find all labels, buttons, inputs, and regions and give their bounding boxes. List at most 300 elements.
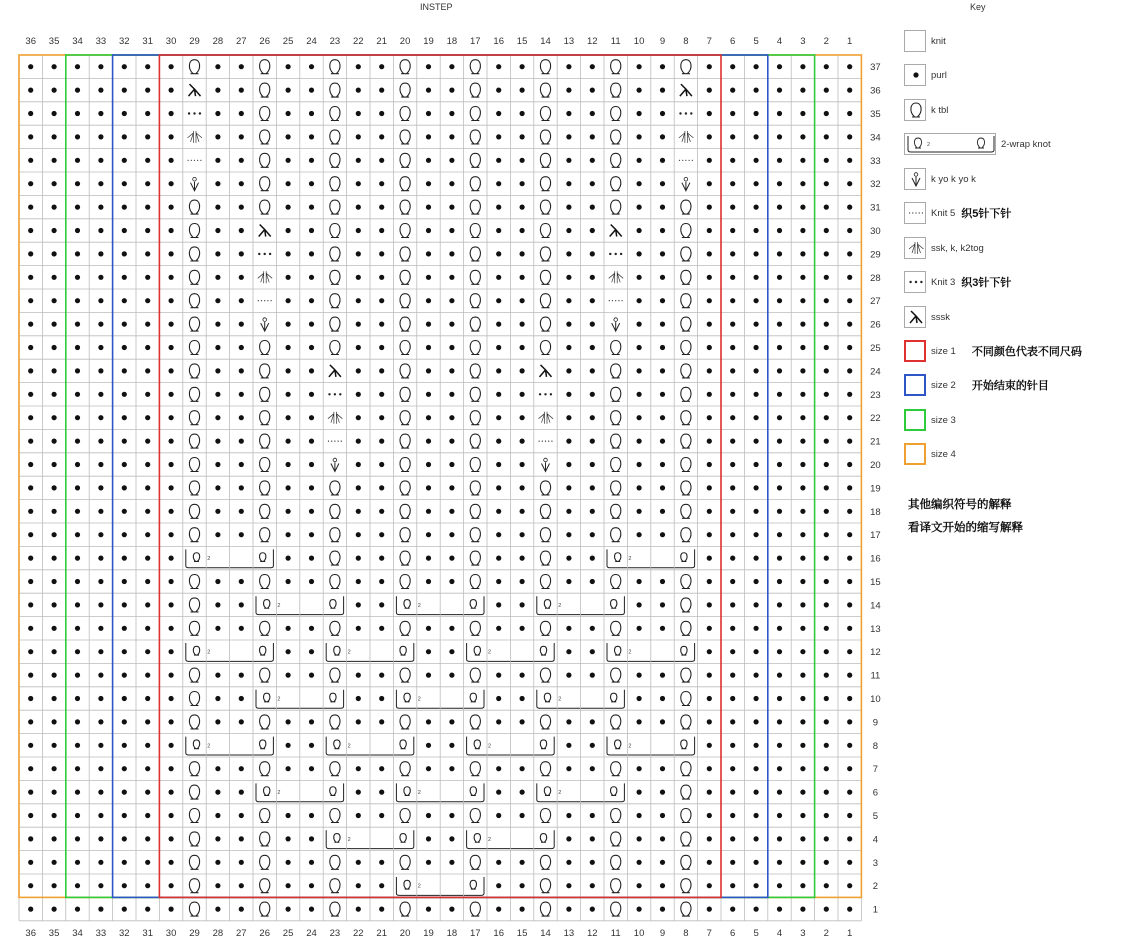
purl-cell — [660, 626, 665, 631]
column-number-top: 12 — [587, 36, 598, 47]
purl-cell — [847, 556, 852, 561]
purl-cell — [637, 64, 642, 69]
purl-cell — [286, 673, 291, 678]
purl-cell — [590, 649, 595, 654]
purl-cell — [707, 485, 712, 490]
purl-cell — [847, 626, 852, 631]
row-number: 34 — [870, 132, 881, 144]
purl-cell — [426, 111, 431, 116]
purl-cell — [239, 322, 244, 327]
purl-cell — [28, 298, 33, 303]
purl-cell — [98, 790, 103, 795]
purl-cell — [75, 579, 80, 584]
wrap-count: 2 — [558, 696, 562, 703]
key-label: ssk, k, k2tog — [931, 242, 984, 254]
purl-cell — [286, 719, 291, 724]
purl-cell — [660, 181, 665, 186]
column-number-bottom: 24 — [306, 928, 317, 939]
purl-cell — [777, 345, 782, 350]
purl-cell — [426, 345, 431, 350]
purl-cell — [75, 626, 80, 631]
two-wrap-knot-icon — [904, 133, 996, 155]
purl-cell — [75, 322, 80, 327]
purl-cell — [122, 88, 127, 93]
key-label: k yo k yo k — [931, 173, 976, 185]
purl-cell — [449, 813, 454, 818]
purl-cell — [449, 415, 454, 420]
column-number-bottom: 25 — [282, 928, 294, 939]
key-item-size-3 — [904, 408, 956, 432]
purl-cell — [520, 790, 525, 795]
purl-cell — [28, 158, 33, 163]
purl-cell — [730, 298, 735, 303]
purl-cell — [98, 298, 103, 303]
purl-cell — [169, 345, 174, 350]
purl-cell — [379, 345, 384, 350]
purl-cell — [707, 64, 712, 69]
purl-cell — [520, 579, 525, 584]
key-note: 不同颜色代表不同尺码 — [971, 346, 1082, 358]
purl-cell — [215, 766, 220, 771]
key-label: Knit 3 — [931, 276, 956, 288]
purl-cell — [379, 158, 384, 163]
purl-cell — [754, 345, 759, 350]
purl-cell — [145, 251, 150, 256]
purl-cell — [286, 883, 291, 888]
purl-cell — [215, 88, 220, 93]
purl-cell — [356, 673, 361, 678]
purl-cell — [847, 836, 852, 841]
purl-cell — [145, 579, 150, 584]
purl-cell — [449, 907, 454, 912]
purl-cell — [707, 298, 712, 303]
purl-cell — [637, 509, 642, 514]
purl-cell — [75, 509, 80, 514]
purl-cell — [98, 181, 103, 186]
purl-cell — [496, 626, 501, 631]
purl-cell — [122, 673, 127, 678]
purl-cell — [75, 719, 80, 724]
purl-cell — [239, 64, 244, 69]
purl-cell — [356, 415, 361, 420]
purl-cell — [215, 439, 220, 444]
purl-cell — [215, 181, 220, 186]
purl-cell — [239, 439, 244, 444]
purl-cell — [286, 134, 291, 139]
purl-cell — [777, 439, 782, 444]
purl-cell — [28, 275, 33, 280]
purl-cell — [566, 860, 571, 865]
purl-cell — [52, 439, 57, 444]
purl-cell — [777, 602, 782, 607]
purl-cell — [169, 509, 174, 514]
row-number: 25 — [870, 343, 881, 354]
key-legend — [904, 0, 1135, 945]
purl-cell — [847, 392, 852, 397]
wrap-count: 2 — [347, 836, 351, 843]
purl-cell — [239, 345, 244, 350]
purl-cell — [52, 322, 57, 327]
purl-cell — [98, 322, 103, 327]
purl-cell — [28, 556, 33, 561]
purl-cell — [28, 439, 33, 444]
purl-cell — [824, 790, 829, 795]
purl-cell — [754, 392, 759, 397]
purl-cell — [169, 462, 174, 467]
purl-cell — [449, 719, 454, 724]
purl-cell — [590, 368, 595, 373]
purl-cell — [356, 696, 361, 701]
purl-cell — [754, 64, 759, 69]
column-number-bottom: 23 — [329, 928, 341, 939]
purl-cell — [28, 766, 33, 771]
purl-cell — [379, 181, 384, 186]
key-label: 2-wrap knot — [1001, 138, 1051, 150]
purl-cell — [777, 64, 782, 69]
purl-cell — [566, 228, 571, 233]
purl-cell — [707, 392, 712, 397]
purl-cell — [215, 626, 220, 631]
note-abbreviations: 看译文开始的缩写解释 — [908, 522, 1023, 534]
purl-cell — [28, 509, 33, 514]
purl-cell — [777, 368, 782, 373]
purl-cell — [566, 322, 571, 327]
purl-cell — [777, 860, 782, 865]
purl-cell — [379, 696, 384, 701]
purl-cell — [215, 836, 220, 841]
purl-cell — [660, 345, 665, 350]
purl-cell — [800, 275, 805, 280]
purl-cell — [777, 392, 782, 397]
purl-cell — [286, 649, 291, 654]
purl-cell — [590, 111, 595, 116]
purl-cell — [75, 813, 80, 818]
purl-cell — [145, 907, 150, 912]
purl-cell — [98, 345, 103, 350]
purl-cell — [145, 205, 150, 210]
purl-cell — [169, 790, 174, 795]
key-note: 织5针下针 — [961, 208, 1012, 220]
purl-cell — [660, 579, 665, 584]
purl-cell — [590, 556, 595, 561]
purl-cell — [847, 251, 852, 256]
purl-cell — [122, 111, 127, 116]
purl-cell — [169, 485, 174, 490]
purl-cell — [777, 743, 782, 748]
purl-cell — [496, 532, 501, 537]
purl-cell — [449, 275, 454, 280]
purl-cell — [356, 439, 361, 444]
purl-cell — [449, 158, 454, 163]
purl-cell — [98, 813, 103, 818]
row-number: 5 — [872, 811, 879, 822]
purl-cell — [75, 556, 80, 561]
purl-cell — [847, 509, 852, 514]
purl-cell — [660, 368, 665, 373]
purl-cell — [707, 228, 712, 233]
key-label: size 2 — [931, 379, 956, 391]
purl-cell — [800, 813, 805, 818]
purl-cell — [98, 228, 103, 233]
purl-cell — [75, 205, 80, 210]
purl-cell — [379, 368, 384, 373]
purl-cell — [52, 836, 57, 841]
purl-cell — [800, 251, 805, 256]
purl-cell — [286, 860, 291, 865]
key-note: 开始结束的针目 — [971, 380, 1049, 392]
purl-cell — [98, 205, 103, 210]
purl-cell — [169, 719, 174, 724]
purl-cell — [847, 111, 852, 116]
knit-3-cell — [188, 112, 201, 114]
purl-cell — [707, 275, 712, 280]
column-number-bottom: 1 — [847, 928, 853, 939]
purl-cell — [52, 251, 57, 256]
purl-cell — [98, 392, 103, 397]
purl-cell — [28, 64, 33, 69]
purl-cell — [824, 368, 829, 373]
wrap-count: 2 — [207, 743, 211, 750]
purl-cell — [286, 509, 291, 514]
purl-cell — [215, 907, 220, 912]
column-number-bottom: 26 — [259, 928, 270, 939]
purl-cell — [754, 673, 759, 678]
purl-cell — [28, 626, 33, 631]
purl-cell — [98, 158, 103, 163]
purl-cell — [754, 649, 759, 654]
purl-cell — [169, 275, 174, 280]
purl-cell — [824, 532, 829, 537]
purl-cell — [847, 696, 852, 701]
row-number: 14 — [870, 600, 881, 612]
key-item-purl — [904, 63, 947, 87]
purl-cell — [169, 860, 174, 865]
purl-cell — [215, 415, 220, 420]
purl-cell — [379, 579, 384, 584]
purl-cell — [824, 509, 829, 514]
purl-cell — [309, 181, 314, 186]
purl-cell — [707, 602, 712, 607]
purl-cell — [356, 111, 361, 116]
purl-cell — [520, 485, 525, 490]
purl-cell — [145, 415, 150, 420]
purl-cell — [730, 205, 735, 210]
purl-cell — [309, 626, 314, 631]
column-number-bottom: 4 — [776, 928, 783, 939]
purl-cell — [449, 228, 454, 233]
purl-cell — [28, 322, 33, 327]
column-number-bottom: 12 — [587, 928, 598, 939]
key-item-size-4 — [904, 442, 956, 466]
purl-cell — [356, 509, 361, 514]
purl-cell — [98, 579, 103, 584]
row-number: 30 — [870, 226, 881, 237]
purl-cell — [356, 907, 361, 912]
purl-cell — [637, 836, 642, 841]
purl-cell — [707, 556, 712, 561]
purl-cell — [98, 556, 103, 561]
column-number-top: 32 — [119, 36, 130, 47]
purl-cell — [356, 158, 361, 163]
purl-cell — [496, 88, 501, 93]
purl-cell — [215, 813, 220, 818]
purl-cell — [824, 392, 829, 397]
purl-cell — [286, 907, 291, 912]
purl-cell — [28, 345, 33, 350]
knit-3-cell — [609, 253, 622, 255]
purl-cell — [800, 64, 805, 69]
purl-cell — [449, 766, 454, 771]
wrap-count: 2 — [558, 790, 562, 797]
purl-cell — [566, 415, 571, 420]
row-number: 35 — [870, 109, 881, 120]
purl-cell — [707, 134, 712, 139]
purl-cell — [520, 181, 525, 186]
column-number-top: 19 — [423, 36, 434, 47]
purl-cell — [122, 790, 127, 795]
purl-cell — [426, 556, 431, 561]
purl-cell — [98, 368, 103, 373]
purl-cell — [98, 509, 103, 514]
purl-cell — [520, 111, 525, 116]
purl-cell — [496, 462, 501, 467]
purl-cell — [145, 392, 150, 397]
purl-cell — [824, 743, 829, 748]
purl-cell — [309, 88, 314, 93]
purl-cell — [426, 719, 431, 724]
key-item-knit-3 — [904, 270, 1011, 294]
k-yo-k-yo-k-icon — [904, 168, 926, 190]
purl-cell — [496, 509, 501, 514]
purl-cell — [28, 392, 33, 397]
purl-cell — [379, 485, 384, 490]
purl-cell — [847, 134, 852, 139]
purl-cell — [379, 766, 384, 771]
purl-cell — [75, 462, 80, 467]
purl-cell — [309, 719, 314, 724]
purl-cell — [122, 275, 127, 280]
purl-cell — [660, 275, 665, 280]
purl-cell — [754, 439, 759, 444]
purl-cell — [590, 766, 595, 771]
purl-cell — [800, 883, 805, 888]
purl-cell — [847, 907, 852, 912]
column-number-bottom: 13 — [563, 928, 575, 939]
purl-cell — [52, 158, 57, 163]
row-number: 12 — [870, 647, 881, 659]
purl-cell — [800, 392, 805, 397]
purl-cell — [28, 813, 33, 818]
purl-cell — [824, 579, 829, 584]
purl-cell — [707, 766, 712, 771]
purl-cell — [800, 158, 805, 163]
purl-cell — [426, 205, 431, 210]
purl-cell — [730, 64, 735, 69]
row-number: 3 — [872, 857, 879, 869]
purl-cell — [847, 64, 852, 69]
purl-cell — [449, 111, 454, 116]
purl-cell — [75, 251, 80, 256]
purl-cell — [215, 485, 220, 490]
purl-cell — [75, 907, 80, 912]
purl-cell — [637, 345, 642, 350]
purl-cell — [847, 88, 852, 93]
purl-cell — [75, 883, 80, 888]
purl-cell — [28, 111, 33, 116]
purl-cell — [800, 111, 805, 116]
purl-cell — [496, 766, 501, 771]
purl-cell — [122, 649, 127, 654]
purl-cell — [28, 719, 33, 724]
purl-cell — [496, 392, 501, 397]
purl-cell — [777, 88, 782, 93]
column-number-bottom: 20 — [399, 928, 411, 939]
purl-cell — [379, 860, 384, 865]
purl-cell — [356, 181, 361, 186]
purl-cell — [28, 415, 33, 420]
purl-cell — [169, 626, 174, 631]
purl-cell — [379, 298, 384, 303]
key-item-k-tbl — [904, 98, 948, 122]
purl-cell — [426, 860, 431, 865]
purl-cell — [98, 743, 103, 748]
row-number: 26 — [870, 319, 881, 331]
purl-cell — [520, 813, 525, 818]
purl-cell — [309, 415, 314, 420]
purl-cell — [730, 368, 735, 373]
purl-cell — [379, 626, 384, 631]
purl-cell — [239, 205, 244, 210]
purl-cell — [754, 275, 759, 280]
purl-cell — [637, 462, 642, 467]
column-number-top: 28 — [212, 36, 224, 47]
purl-cell — [75, 345, 80, 350]
row-number: 36 — [870, 85, 881, 97]
purl-cell — [847, 790, 852, 795]
purl-cell — [309, 158, 314, 163]
k-tbl-icon — [904, 99, 926, 121]
purl-cell — [730, 322, 735, 327]
purl-cell — [707, 836, 712, 841]
purl-cell — [426, 462, 431, 467]
purl-cell — [122, 907, 127, 912]
purl-cell — [28, 883, 33, 888]
purl-cell — [637, 322, 642, 327]
purl-cell — [449, 439, 454, 444]
purl-cell — [145, 485, 150, 490]
column-number-top: 17 — [470, 36, 481, 47]
column-number-top: 20 — [399, 36, 411, 47]
purl-cell — [800, 626, 805, 631]
column-number-top: 33 — [95, 36, 107, 47]
column-number-top: 25 — [282, 36, 294, 47]
purl-cell — [707, 743, 712, 748]
purl-cell — [777, 462, 782, 467]
column-number-bottom: 9 — [659, 928, 666, 939]
purl-cell — [754, 790, 759, 795]
purl-cell — [426, 298, 431, 303]
purl-cell — [286, 743, 291, 748]
purl-cell — [426, 88, 431, 93]
purl-cell — [75, 368, 80, 373]
purl-cell — [239, 696, 244, 701]
purl-cell — [566, 134, 571, 139]
purl-cell — [520, 532, 525, 537]
purl-cell — [730, 790, 735, 795]
purl-cell — [800, 673, 805, 678]
purl-cell — [800, 485, 805, 490]
purl-cell — [730, 485, 735, 490]
